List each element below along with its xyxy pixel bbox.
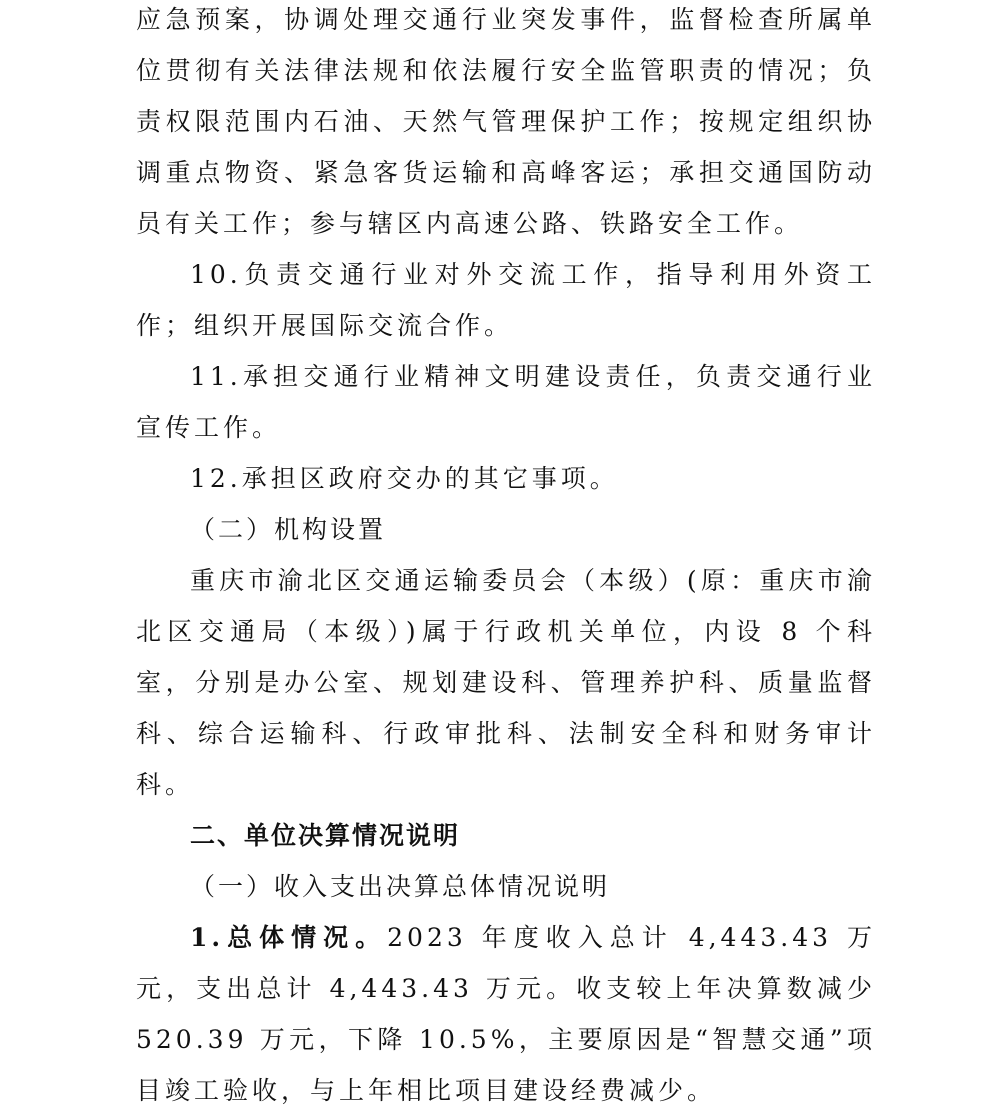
paragraph-org-setup: 重庆市渝北区交通运输委员会（本级）(原：重庆市渝北区交通局（本级）)属于行政机关单位，内设 8 个科室，分别是办公室、规划建设科、管理养护科、质量监督科、综合运输科、行政审批科、法制安全科和财务审计科。 [136, 566, 876, 799]
document-page [136, 0, 876, 1116]
paragraph-duty-10: 10.负责交通行业对外交流工作，指导利用外资工作；组织开展国际交流合作。 [136, 260, 876, 340]
heading-income-expense: （一）收入支出决算总体情况说明 [190, 872, 611, 901]
heading-section-two: 二、单位决算情况说明 [190, 821, 461, 850]
overall-situation-lead: 1.总体情况。 [190, 923, 388, 952]
overall-situation-body: 2023 年度收入总计 4,443.43 万元，支出总计 4,443.43 万元。收支较上年决算数减少 520.39 万元，下降 10.5%，主要原因是“智慧交通”项目竣工验收，与上年相比项目建设经费减少。 [136, 923, 876, 1105]
paragraph-duty-12: 12.承担区政府交办的其它事项。 [190, 464, 619, 493]
heading-org-setup: （二）机构设置 [190, 515, 387, 544]
paragraph-duties-continued: 应急预案，协调处理交通行业突发事件，监督检查所属单位贯彻有关法律法规和依法履行安全监管职责的情况；负责权限范围内石油、天然气管理保护工作；按规定组织协调重点物资、紧急客货运输和高峰客运；承担交通国防动员有关工作；参与辖区内高速公路、铁路安全工作。 [136, 5, 876, 238]
paragraph-duty-11: 11.承担交通行业精神文明建设责任，负责交通行业宣传工作。 [136, 362, 876, 442]
paragraph-overall-situation [136, 912, 876, 1116]
